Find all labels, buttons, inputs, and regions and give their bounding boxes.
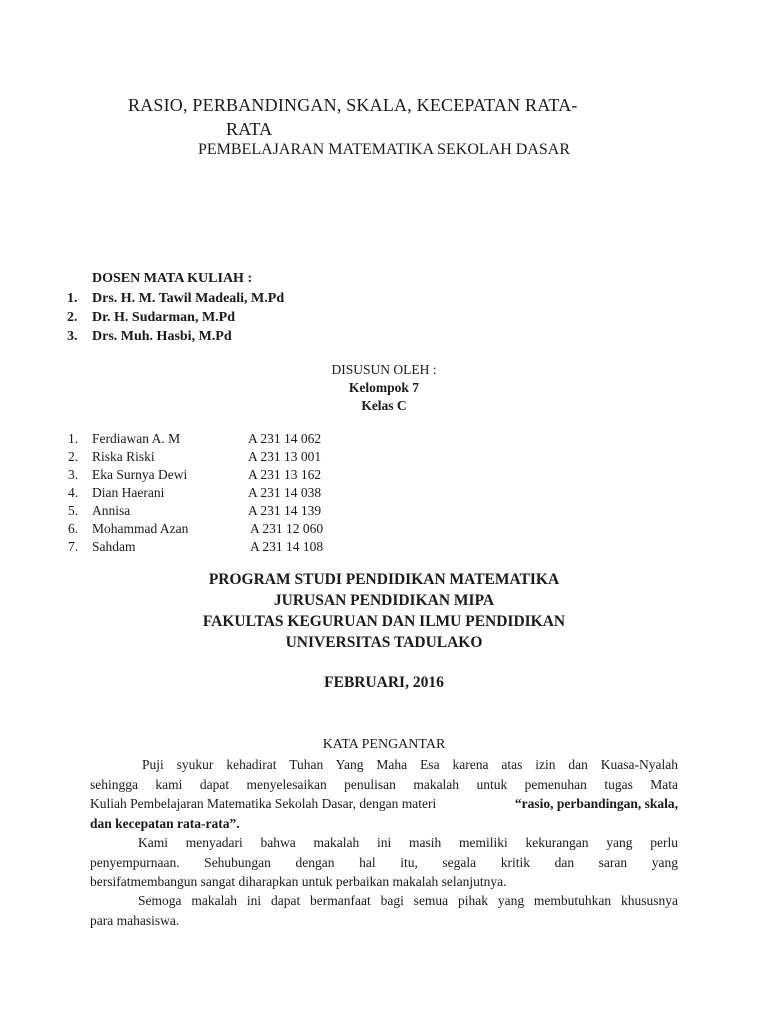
member-number: 5. xyxy=(68,503,79,518)
preface-paragraph-2 xyxy=(90,833,678,892)
member-name: Sahdam xyxy=(92,539,136,554)
group-label: Kelompok 7 xyxy=(348,380,420,395)
member-name: Mohammad Azan xyxy=(92,521,189,536)
institution-program: PROGRAM STUDI PENDIDIKAN MATEMATIKA xyxy=(208,571,560,588)
title-line-1: RASIO, PERBANDINGAN, SKALA, KECEPATAN RATA- xyxy=(128,95,578,115)
member-number: 1. xyxy=(68,431,79,446)
lecturer-number: 3. xyxy=(67,329,78,344)
lecturers-heading: DOSEN MATA KULIAH : xyxy=(92,271,253,286)
member-number: 3. xyxy=(68,467,79,482)
subtitle: PEMBELAJARAN MATEMATIKA SEKOLAH DASAR xyxy=(197,141,571,158)
lecturer-item xyxy=(67,310,78,326)
member-id: A 231 13 001 xyxy=(248,449,322,464)
title-line-2: RATA xyxy=(226,119,273,139)
member-id: A 231 13 162 xyxy=(248,467,322,482)
paragraph-line xyxy=(90,794,678,814)
member-name: Riska Riski xyxy=(92,449,155,464)
lecturer-name: Drs. Muh. Hasbi, M.Pd xyxy=(92,329,232,344)
member-number: 2. xyxy=(68,449,79,464)
compiled-heading: DISUSUN OLEH : xyxy=(331,362,437,377)
member-id: A 231 12 060 xyxy=(250,521,324,536)
member-id: A 231 14 108 xyxy=(250,539,324,554)
paragraph-line: Puji syukur kehadirat Tuhan Yang Maha Esa karena atas izin dan Kuasa-Nyalah xyxy=(142,757,678,772)
member-name: Eka Surnya Dewi xyxy=(92,467,188,482)
lecturer-name: Dr. H. Sudarman, M.Pd xyxy=(92,310,236,325)
member-name: Ferdiawan A. M xyxy=(92,431,181,446)
document-date: FEBRUARI, 2016 xyxy=(324,674,444,691)
lecturer-name: Drs. H. M. Tawil Madeali, M.Pd xyxy=(92,291,285,306)
lecturer-item xyxy=(67,329,78,345)
class-label: Kelas C xyxy=(361,398,407,413)
paragraph-line: Kami menyadari bahwa makalah ini masih memiliki kekurangan yang perlu xyxy=(138,835,678,850)
paragraph-line: bersifatmembangun sangat diharapkan untuk perbaikan makalah selanjutnya. xyxy=(90,874,507,889)
member-number: 4. xyxy=(68,485,79,500)
lecturer-number: 1. xyxy=(67,291,78,306)
paragraph-emphasis: “rasio, perbandingan, skala, xyxy=(514,796,678,811)
paragraph-line: para mahasiswa. xyxy=(90,912,180,928)
member-number: 6. xyxy=(68,521,79,536)
lecturer-number: 2. xyxy=(67,310,78,325)
lecturer-item xyxy=(67,291,78,307)
paragraph-text: Kuliah Pembelajaran Matematika Sekolah Dasar, dengan materi xyxy=(90,796,437,811)
member-id: A 231 14 038 xyxy=(248,485,322,500)
member-id: A 231 14 139 xyxy=(248,503,322,518)
member-name: Dian Haerani xyxy=(92,485,165,500)
paragraph-line: Semoga makalah ini dapat bermanfaat bagi semua pihak yang membutuhkan khususnya xyxy=(138,893,678,908)
preface-paragraph-1 xyxy=(90,755,678,833)
institution-faculty: FAKULTAS KEGURUAN DAN ILMU PENDIDIKAN xyxy=(202,613,566,630)
paragraph-line: penyempurnaan. Sehubungan dengan hal itu, segala kritik dan saran yang xyxy=(90,854,678,870)
paragraph-line: sehingga kami dapat menyelesaikan penulisan makalah untuk pemenuhan tugas Mata xyxy=(90,776,678,792)
paragraph-emphasis: dan kecepatan rata-rata”. xyxy=(90,815,240,831)
preface-paragraph-3 xyxy=(90,891,678,930)
institution-university: UNIVERSITAS TADULAKO xyxy=(285,634,483,651)
institution-department: JURUSAN PENDIDIKAN MIPA xyxy=(273,592,495,609)
preface-heading: KATA PENGANTAR xyxy=(322,737,446,752)
member-name: Annisa xyxy=(92,503,131,518)
member-id: A 231 14 062 xyxy=(248,431,322,446)
member-number: 7. xyxy=(68,539,79,554)
